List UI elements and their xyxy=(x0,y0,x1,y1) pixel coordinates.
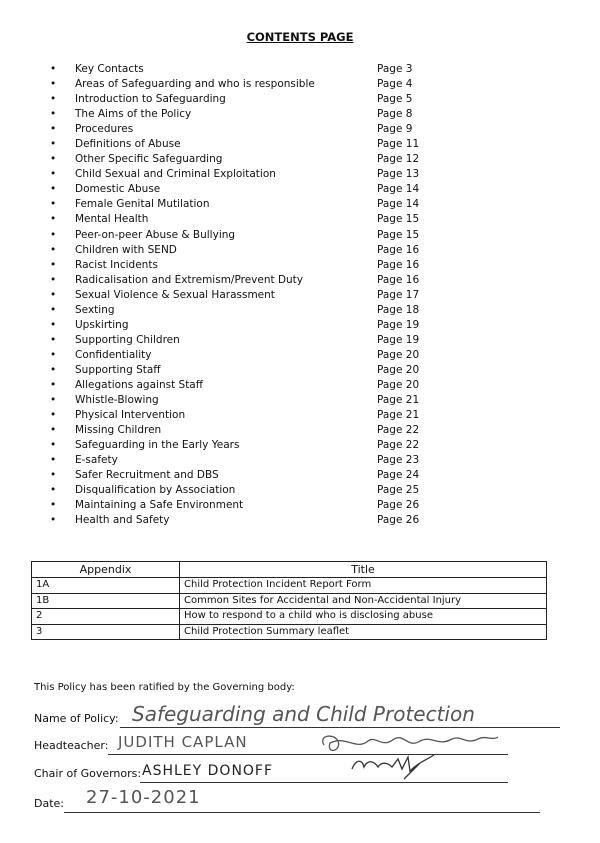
appendix-code: 3 xyxy=(32,624,180,640)
contents-item xyxy=(50,408,470,423)
contents-item-label: Supporting Children xyxy=(75,333,180,346)
appendix-title: Child Protection Summary leaflet xyxy=(180,624,547,640)
contents-item-page: Page 14 xyxy=(377,198,420,211)
chair-handwritten-value: ASHLEY DONOFF xyxy=(142,763,274,779)
contents-item-label: Domestic Abuse xyxy=(75,183,161,196)
contents-item-page: Page 20 xyxy=(377,378,420,391)
contents-item-page: Page 9 xyxy=(377,123,413,136)
contents-item-label: Radicalisation and Extremism/Prevent Duty xyxy=(75,273,304,286)
bullet-icon: • xyxy=(50,303,57,316)
ratified-statement: This Policy has been ratified by the Governing body: xyxy=(34,682,295,693)
contents-item-label: Safer Recruitment and DBS xyxy=(75,469,219,482)
contents-item-page: Page 8 xyxy=(377,108,413,121)
appendix-code: 1A xyxy=(32,578,180,594)
appendix-column-header: Appendix xyxy=(32,562,180,578)
contents-item-page: Page 26 xyxy=(377,514,420,527)
date-label: Date: xyxy=(34,797,64,810)
bullet-icon: • xyxy=(50,318,57,331)
bullet-icon: • xyxy=(50,363,57,376)
contents-item-page: Page 19 xyxy=(377,333,420,346)
bullet-icon: • xyxy=(50,514,57,527)
appendix-title: How to respond to a child who is disclosing abuse xyxy=(180,609,547,625)
contents-item xyxy=(50,363,470,378)
bullet-icon: • xyxy=(50,243,57,256)
contents-item xyxy=(50,483,470,498)
contents-item-page: Page 18 xyxy=(377,303,420,316)
contents-item-page: Page 22 xyxy=(377,439,420,452)
appendix-title: Common Sites for Accidental and Non-Accidental Injury xyxy=(180,593,547,609)
contents-item xyxy=(50,92,470,107)
contents-item-label: Disqualification by Association xyxy=(75,484,236,497)
bullet-icon: • xyxy=(50,153,57,166)
bullet-icon: • xyxy=(50,378,57,391)
contents-item-page: Page 24 xyxy=(377,469,420,482)
contents-item-label: Upskirting xyxy=(75,318,129,331)
contents-item-page: Page 25 xyxy=(377,484,420,497)
chair-signature xyxy=(348,753,438,783)
bullet-icon: • xyxy=(50,78,57,91)
contents-item-label: Children with SEND xyxy=(75,243,177,256)
bullet-icon: • xyxy=(50,424,57,437)
date-handwritten-value: 27-10-2021 xyxy=(86,787,201,808)
contents-item xyxy=(50,513,470,528)
contents-item-label: Definitions of Abuse xyxy=(75,138,181,151)
contents-item xyxy=(50,498,470,513)
contents-item-label: Allegations against Staff xyxy=(75,378,203,391)
contents-item xyxy=(50,228,470,243)
bullet-icon: • xyxy=(50,168,57,181)
contents-item-page: Page 20 xyxy=(377,348,420,361)
chair-underline xyxy=(140,782,508,783)
bullet-icon: • xyxy=(50,123,57,136)
contents-item xyxy=(50,152,470,167)
contents-item xyxy=(50,243,470,258)
contents-item xyxy=(50,212,470,227)
contents-item xyxy=(50,167,470,182)
headteacher-label: Headteacher: xyxy=(34,739,109,752)
contents-item-label: Missing Children xyxy=(75,424,162,437)
contents-item-label: Racist Incidents xyxy=(75,258,158,271)
contents-item-page: Page 20 xyxy=(377,363,420,376)
policy-label: Name of Policy: xyxy=(34,712,119,725)
contents-item xyxy=(50,318,470,333)
contents-item-page: Page 17 xyxy=(377,288,420,301)
contents-item xyxy=(50,468,470,483)
bullet-icon: • xyxy=(50,213,57,226)
contents-item xyxy=(50,197,470,212)
contents-item xyxy=(50,77,470,92)
bullet-icon: • xyxy=(50,93,57,106)
contents-item-page: Page 16 xyxy=(377,258,420,271)
table-row xyxy=(32,593,547,609)
contents-item-page: Page 16 xyxy=(377,243,420,256)
contents-item xyxy=(50,288,470,303)
contents-item-page: Page 16 xyxy=(377,273,420,286)
contents-item-label: Mental Health xyxy=(75,213,149,226)
contents-item xyxy=(50,378,470,393)
contents-item-label: Confidentiality xyxy=(75,348,152,361)
contents-item-label: Sexting xyxy=(75,303,115,316)
contents-item xyxy=(50,333,470,348)
bullet-icon: • xyxy=(50,394,57,407)
page-title: CONTENTS PAGE xyxy=(246,30,354,44)
contents-item xyxy=(50,137,470,152)
appendix-code: 1B xyxy=(32,593,180,609)
bullet-icon: • xyxy=(50,258,57,271)
bullet-icon: • xyxy=(50,499,57,512)
contents-item xyxy=(50,393,470,408)
chair-label: Chair of Governors: xyxy=(34,767,142,780)
headteacher-handwritten-value: JUDITH CAPLAN xyxy=(118,733,248,751)
appendix-code: 2 xyxy=(32,609,180,625)
contents-item-page: Page 11 xyxy=(377,138,420,151)
date-underline xyxy=(64,812,540,813)
contents-item-page: Page 21 xyxy=(377,394,420,407)
contents-item-page: Page 14 xyxy=(377,183,420,196)
contents-item xyxy=(50,303,470,318)
bullet-icon: • xyxy=(50,198,57,211)
contents-item-page: Page 12 xyxy=(377,153,420,166)
bullet-icon: • xyxy=(50,108,57,121)
contents-item-page: Page 26 xyxy=(377,499,420,512)
bullet-icon: • xyxy=(50,469,57,482)
contents-item-label: The Aims of the Policy xyxy=(75,108,192,121)
bullet-icon: • xyxy=(50,439,57,452)
bullet-icon: • xyxy=(50,454,57,467)
contents-item-page: Page 5 xyxy=(377,93,413,106)
contents-item xyxy=(50,107,470,122)
contents-item xyxy=(50,423,470,438)
contents-item xyxy=(50,122,470,137)
contents-item-page: Page 15 xyxy=(377,213,420,226)
contents-item-label: Procedures xyxy=(75,123,134,136)
contents-item-page: Page 13 xyxy=(377,168,420,181)
contents-item-page: Page 3 xyxy=(377,63,413,75)
contents-item xyxy=(50,348,470,363)
contents-list xyxy=(50,62,470,528)
contents-item-label: E-safety xyxy=(75,454,118,467)
contents-item-label: Supporting Staff xyxy=(75,363,161,376)
appendix-table xyxy=(31,561,547,640)
contents-item-label: Physical Intervention xyxy=(75,409,186,422)
contents-item xyxy=(50,62,470,77)
policy-handwritten-value: Safeguarding and Child Protection xyxy=(132,702,475,726)
table-row xyxy=(32,624,547,640)
bullet-icon: • xyxy=(50,63,57,75)
contents-item-label: Peer-on-peer Abuse & Bullying xyxy=(75,228,236,241)
contents-item xyxy=(50,258,470,273)
contents-item-label: Safeguarding in the Early Years xyxy=(75,439,240,452)
policy-field xyxy=(34,702,574,730)
policy-underline xyxy=(120,727,560,728)
contents-item xyxy=(50,453,470,468)
contents-item xyxy=(50,273,470,288)
bullet-icon: • xyxy=(50,288,57,301)
date-field xyxy=(34,787,574,815)
headteacher-field xyxy=(34,735,574,757)
contents-item-label: Child Sexual and Criminal Exploitation xyxy=(75,168,276,181)
contents-item-label: Introduction to Safeguarding xyxy=(75,93,226,106)
bullet-icon: • xyxy=(50,228,57,241)
chair-field xyxy=(34,763,574,785)
contents-item-page: Page 23 xyxy=(377,454,420,467)
contents-item-label: Health and Safety xyxy=(75,514,170,527)
bullet-icon: • xyxy=(50,138,57,151)
contents-item-label: Other Specific Safeguarding xyxy=(75,153,223,166)
contents-item-label: Key Contacts xyxy=(75,63,144,75)
bullet-icon: • xyxy=(50,273,57,286)
contents-item-page: Page 19 xyxy=(377,318,420,331)
contents-item-label: Whistle-Blowing xyxy=(75,394,159,407)
bullet-icon: • xyxy=(50,348,57,361)
contents-item xyxy=(50,438,470,453)
contents-item-page: Page 21 xyxy=(377,409,420,422)
contents-item-page: Page 22 xyxy=(377,424,420,437)
contents-item-label: Female Genital Mutilation xyxy=(75,198,210,211)
contents-item xyxy=(50,182,470,197)
bullet-icon: • xyxy=(50,484,57,497)
contents-item-page: Page 15 xyxy=(377,228,420,241)
contents-item-label: Maintaining a Safe Environment xyxy=(75,499,244,512)
table-row xyxy=(32,578,547,594)
contents-item-page: Page 4 xyxy=(377,78,413,91)
appendix-title: Child Protection Incident Report Form xyxy=(180,578,547,594)
table-row xyxy=(32,609,547,625)
contents-item-label: Areas of Safeguarding and who is responsible xyxy=(75,78,315,91)
bullet-icon: • xyxy=(50,333,57,346)
title-column-header: Title xyxy=(180,562,547,578)
bullet-icon: • xyxy=(50,183,57,196)
appendix-header-row xyxy=(32,562,547,578)
contents-item-label: Sexual Violence & Sexual Harassment xyxy=(75,288,275,301)
bullet-icon: • xyxy=(50,409,57,422)
